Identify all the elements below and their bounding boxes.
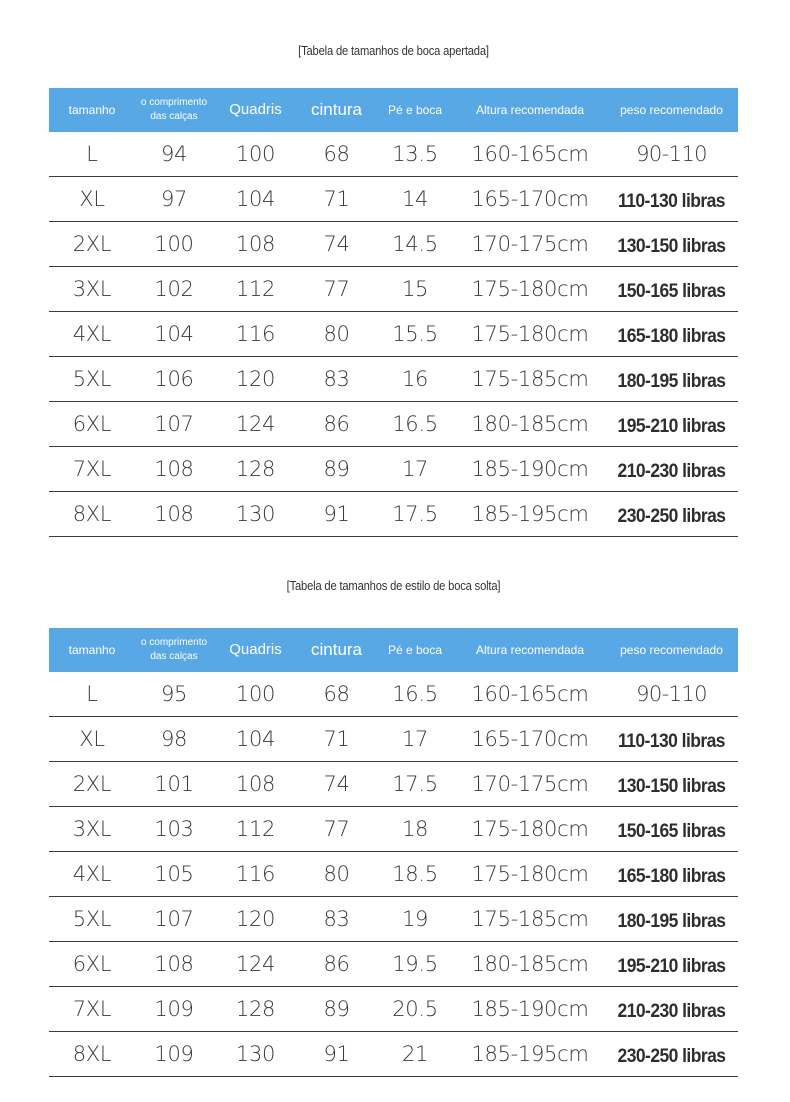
cell-height: 160-165cm [471, 682, 589, 706]
header-recommended-height: Altura recomendada [475, 643, 585, 657]
table-row [49, 1032, 738, 1077]
cell-hips: 108 [235, 772, 276, 796]
cell-waist: 83 [323, 907, 350, 931]
cell-hips: 124 [235, 952, 276, 976]
cell-length: 109 [154, 997, 194, 1021]
cell-weight: 195-210 libras [617, 955, 726, 977]
cell-size: L [86, 142, 98, 166]
cell-foot-opening: 18.5 [392, 862, 438, 886]
cell-weight: 130-150 libras [617, 235, 726, 257]
cell-hips: 116 [235, 862, 276, 886]
cell-weight: 230-250 libras [617, 505, 726, 527]
cell-size: 3XL [72, 817, 112, 841]
header-recommended-weight: peso recomendado [620, 103, 723, 117]
table-row [49, 672, 738, 717]
cell-waist: 86 [323, 412, 350, 436]
cell-size: 5XL [72, 367, 112, 391]
header-length-line2: das calças [150, 651, 198, 662]
cell-length: 94 [160, 142, 188, 166]
cell-length: 107 [154, 907, 194, 931]
cell-height: 175-180cm [471, 322, 589, 346]
cell-waist: 89 [323, 457, 350, 481]
cell-waist: 68 [323, 142, 350, 166]
cell-foot-opening: 17.5 [392, 772, 438, 796]
header-length-line1: o comprimento [140, 97, 208, 108]
header-hips: Quadris [229, 641, 282, 658]
cell-length: 106 [154, 367, 194, 391]
cell-height: 160-165cm [471, 142, 589, 166]
cell-height: 185-190cm [471, 997, 589, 1021]
table-row [49, 222, 738, 267]
cell-foot-opening: 15 [401, 277, 429, 301]
cell-waist: 80 [323, 862, 350, 886]
cell-waist: 74 [323, 232, 350, 256]
cell-hips: 124 [235, 412, 276, 436]
cell-waist: 71 [323, 727, 350, 751]
table-row [49, 807, 738, 852]
cell-weight: 230-250 libras [617, 1045, 726, 1067]
cell-size: 2XL [72, 232, 112, 256]
table-body [49, 132, 738, 537]
table-row [49, 402, 738, 447]
cell-foot-opening: 20.5 [392, 997, 438, 1021]
cell-length: 101 [154, 772, 194, 796]
table-row [49, 762, 738, 807]
cell-hips: 104 [235, 727, 276, 751]
cell-waist: 68 [323, 682, 350, 706]
table-row [49, 942, 738, 987]
cell-waist: 77 [323, 817, 350, 841]
cell-weight: 195-210 libras [617, 415, 726, 437]
tight-hem-size-section [49, 0, 738, 540]
cell-hips: 130 [235, 1042, 276, 1066]
cell-hips: 116 [235, 322, 276, 346]
cell-waist: 80 [323, 322, 350, 346]
cell-height: 165-170cm [471, 727, 589, 751]
header-size: tamanho [68, 643, 116, 657]
cell-hips: 112 [235, 277, 276, 301]
header-hips: Quadris [229, 101, 282, 118]
cell-height: 185-195cm [471, 1042, 589, 1066]
cell-waist: 86 [323, 952, 350, 976]
cell-foot-opening: 16.5 [392, 412, 438, 436]
cell-waist: 74 [323, 772, 350, 796]
cell-foot-opening: 13.5 [392, 142, 438, 166]
cell-length: 108 [154, 457, 194, 481]
table-row [49, 897, 738, 942]
cell-size: 8XL [72, 502, 112, 526]
cell-foot-opening: 21 [401, 1042, 429, 1066]
cell-foot-opening: 17.5 [392, 502, 438, 526]
table-row [49, 312, 738, 357]
cell-weight: 210-230 libras [617, 1000, 726, 1022]
cell-height: 175-185cm [471, 367, 589, 391]
cell-foot-opening: 15.5 [392, 322, 438, 346]
cell-hips: 130 [235, 502, 276, 526]
cell-height: 175-180cm [471, 277, 589, 301]
cell-weight: 165-180 libras [617, 865, 726, 887]
cell-size: 8XL [72, 1042, 112, 1066]
tight-hem-table-title: [Tabela de tamanhos de boca apertada] [298, 43, 489, 58]
cell-hips: 100 [235, 682, 276, 706]
cell-length: 95 [160, 682, 188, 706]
cell-length: 102 [154, 277, 194, 301]
cell-length: 104 [154, 322, 194, 346]
cell-size: 7XL [72, 457, 112, 481]
cell-length: 100 [154, 232, 194, 256]
cell-weight: 110-130 libras [618, 190, 725, 212]
cell-hips: 120 [235, 367, 276, 391]
cell-weight: 210-230 libras [617, 460, 726, 482]
cell-foot-opening: 19 [401, 907, 429, 931]
cell-size: 4XL [72, 322, 112, 346]
cell-length: 107 [154, 412, 194, 436]
table-row [49, 447, 738, 492]
cell-size: 3XL [72, 277, 112, 301]
cell-height: 175-180cm [471, 817, 589, 841]
table-row [49, 132, 738, 177]
header-size: tamanho [68, 103, 116, 117]
table-row [49, 717, 738, 762]
header-waist: cintura [310, 100, 363, 119]
cell-size: 4XL [72, 862, 112, 886]
cell-foot-opening: 17 [401, 457, 429, 481]
table-row [49, 267, 738, 312]
cell-foot-opening: 14.5 [392, 232, 438, 256]
cell-weight: 180-195 libras [617, 370, 726, 392]
loose-hem-size-table [49, 628, 738, 1077]
table-row [49, 987, 738, 1032]
cell-height: 175-180cm [471, 862, 589, 886]
cell-weight: 150-165 libras [617, 280, 726, 302]
cell-hips: 108 [235, 232, 276, 256]
cell-length: 98 [160, 727, 188, 751]
cell-weight: 165-180 libras [617, 325, 726, 347]
cell-height: 180-185cm [471, 952, 589, 976]
cell-waist: 91 [323, 1042, 350, 1066]
table-header-row [49, 628, 738, 672]
table-row [49, 357, 738, 402]
table-row [49, 177, 738, 222]
cell-size: 2XL [72, 772, 112, 796]
header-length [135, 96, 213, 124]
cell-length: 97 [160, 187, 188, 211]
cell-hips: 128 [235, 457, 276, 481]
table-row [49, 492, 738, 537]
cell-size: 7XL [72, 997, 112, 1021]
cell-foot-opening: 16 [401, 367, 429, 391]
cell-weight: 110-130 libras [618, 730, 725, 752]
header-length-line2: das calças [150, 111, 198, 122]
cell-hips: 112 [235, 817, 276, 841]
cell-waist: 91 [323, 502, 350, 526]
cell-weight: 130-150 libras [617, 775, 726, 797]
header-length-line1: o comprimento [140, 637, 208, 648]
cell-weight: 180-195 libras [617, 910, 726, 932]
loose-hem-table-title: [Tabela de tamanhos de estilo de boca solta] [286, 578, 501, 593]
cell-length: 105 [154, 862, 194, 886]
header-foot-opening: Pé e boca [387, 103, 443, 117]
cell-size: 5XL [72, 907, 112, 931]
cell-hips: 128 [235, 997, 276, 1021]
loose-hem-size-section [49, 540, 738, 1100]
cell-height: 170-175cm [471, 772, 589, 796]
cell-hips: 100 [235, 142, 276, 166]
cell-size: L [86, 682, 98, 706]
cell-length: 108 [154, 502, 194, 526]
cell-size: 6XL [72, 952, 112, 976]
cell-hips: 104 [235, 187, 276, 211]
cell-height: 175-185cm [471, 907, 589, 931]
header-recommended-weight: peso recomendado [620, 643, 723, 657]
table-header-row [49, 88, 738, 132]
cell-foot-opening: 16.5 [392, 682, 438, 706]
cell-height: 170-175cm [471, 232, 589, 256]
cell-weight: 150-165 libras [617, 820, 726, 842]
cell-size: XL [79, 187, 105, 211]
cell-size: 6XL [72, 412, 112, 436]
header-recommended-height: Altura recomendada [475, 103, 585, 117]
cell-waist: 83 [323, 367, 350, 391]
cell-height: 180-185cm [471, 412, 589, 436]
cell-height: 185-195cm [471, 502, 589, 526]
cell-length: 103 [154, 817, 194, 841]
tight-hem-size-table [49, 88, 738, 537]
cell-length: 109 [154, 1042, 194, 1066]
cell-foot-opening: 14 [401, 187, 429, 211]
table-body [49, 672, 738, 1077]
header-length [135, 636, 213, 664]
cell-foot-opening: 17 [401, 727, 429, 751]
header-waist: cintura [310, 640, 363, 659]
cell-hips: 120 [235, 907, 276, 931]
cell-size: XL [79, 727, 105, 751]
cell-waist: 71 [323, 187, 350, 211]
cell-foot-opening: 18 [401, 817, 429, 841]
cell-waist: 89 [323, 997, 350, 1021]
cell-weight: 90-110 [636, 142, 707, 166]
cell-height: 185-190cm [471, 457, 589, 481]
cell-foot-opening: 19.5 [392, 952, 438, 976]
cell-weight: 90-110 [636, 682, 707, 706]
cell-waist: 77 [323, 277, 350, 301]
cell-height: 165-170cm [471, 187, 589, 211]
header-foot-opening: Pé e boca [387, 643, 443, 657]
cell-length: 108 [154, 952, 194, 976]
table-row [49, 852, 738, 897]
